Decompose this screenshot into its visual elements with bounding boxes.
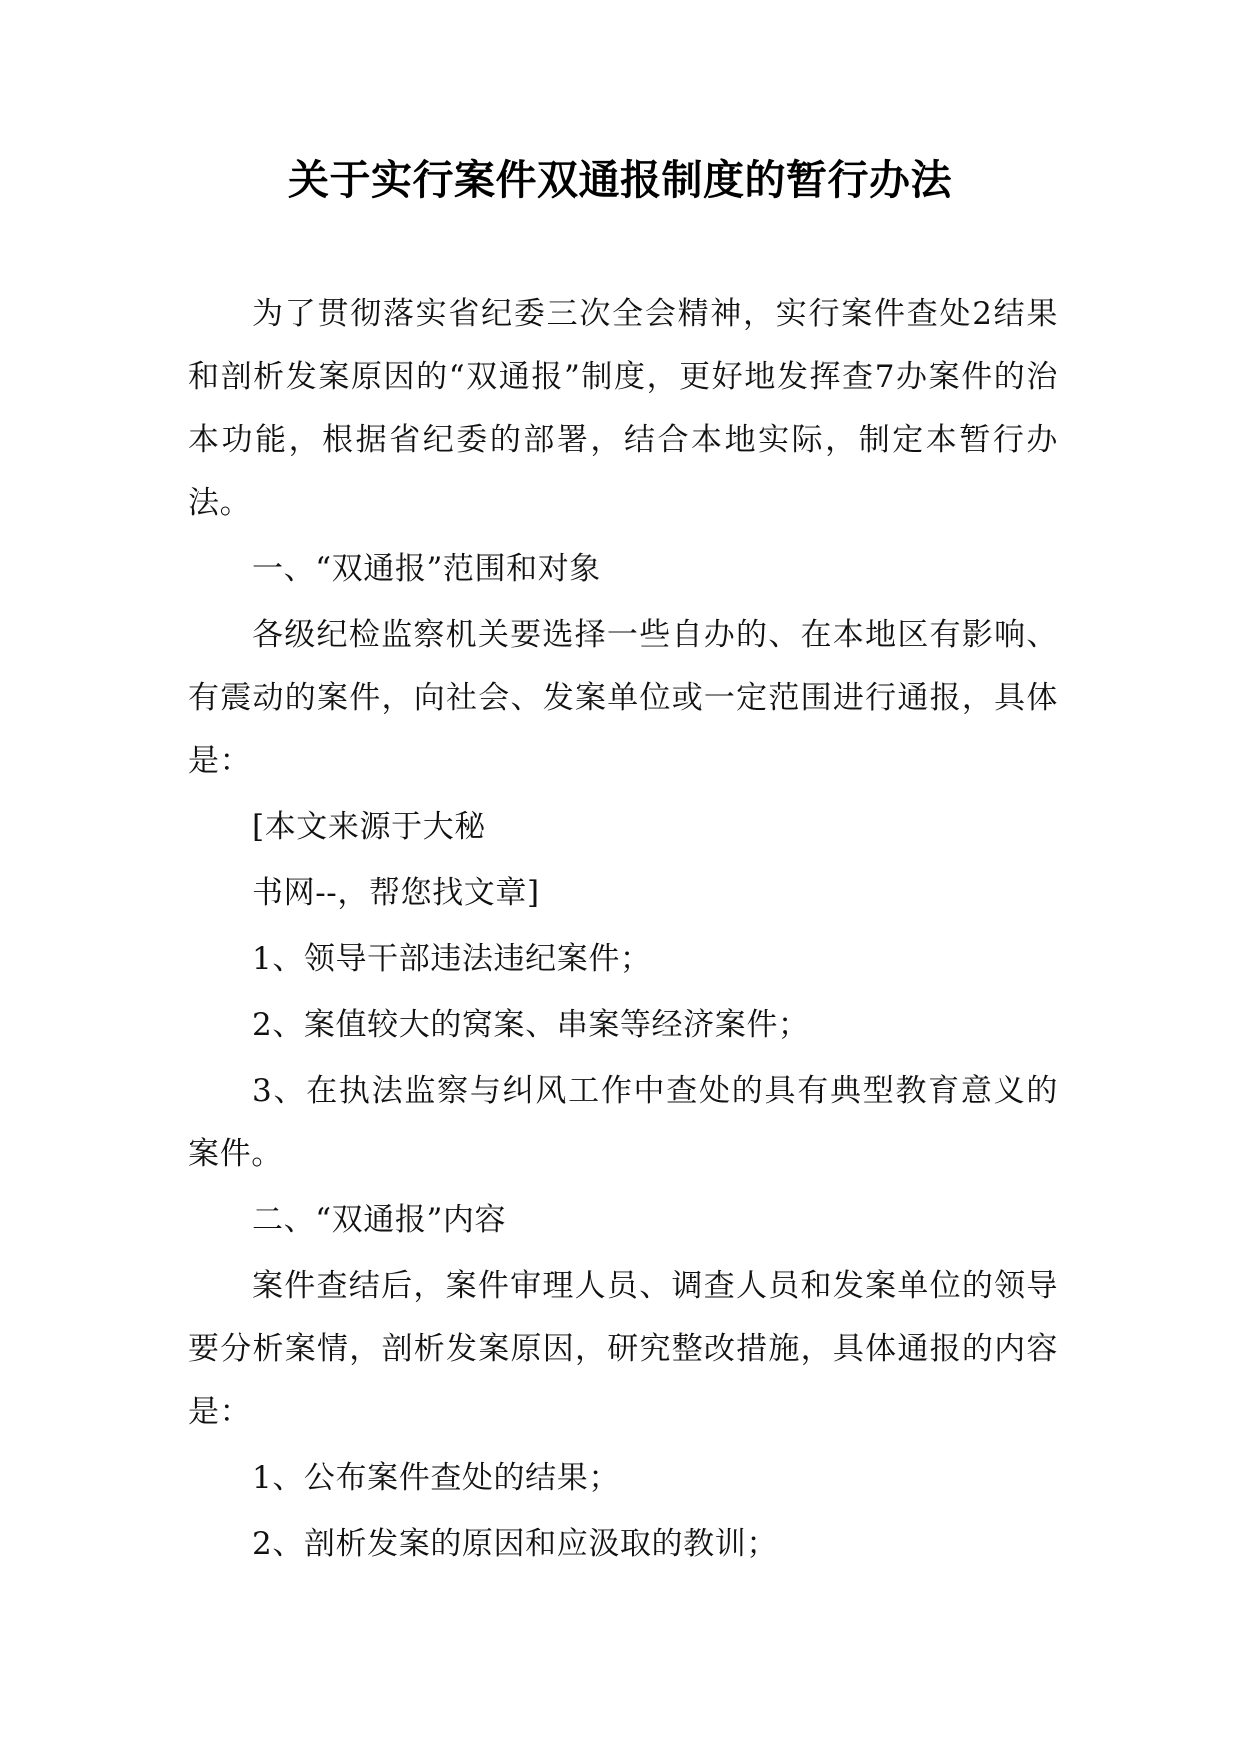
document-title: 关于实行案件双通报制度的暂行办法: [288, 156, 952, 204]
paragraph-scope: 各级纪检监察机关要选择一些自办的、在本地区有影响、有震动的案件，向社会、发案单位或一定范围进行通报，具体是：: [188, 617, 1058, 779]
paragraph-intro: 为了贯彻落实省纪委三次全会精神，实行案件查处2结果和剖析发案原因的“双通报”制度，更好地发挥查7办案件的治本功能，根据省纪委的部署，结合本地实际，制定本暂行办法。: [188, 296, 1058, 521]
source-note-line-2: 书网--，帮您找文章]: [252, 875, 540, 911]
list-item: 3、在执法监察与纠风工作中查处的具有典型教育意义的案件。: [188, 1073, 1058, 1172]
list-item: 1、领导干部违法违纪案件；: [252, 941, 652, 977]
section-heading-1: 一、“双通报”范围和对象: [252, 551, 601, 587]
list-item: 2、案值较大的窝案、串案等经济案件；: [252, 1007, 810, 1043]
document-body: [188, 283, 1058, 1579]
source-note-line-1: [本文来源于大秘: [252, 809, 486, 845]
paragraph-content: 案件查结后，案件审理人员、调查人员和发案单位的领导要分析案情，剖析发案原因，研究整改措施，具体通报的内容是：: [188, 1268, 1058, 1430]
section-heading-2: 二、“双通报”内容: [252, 1202, 507, 1238]
list-item: 1、公布案件查处的结果；: [252, 1460, 620, 1496]
list-item: 2、剖析发案的原因和应汲取的教训；: [252, 1526, 778, 1562]
